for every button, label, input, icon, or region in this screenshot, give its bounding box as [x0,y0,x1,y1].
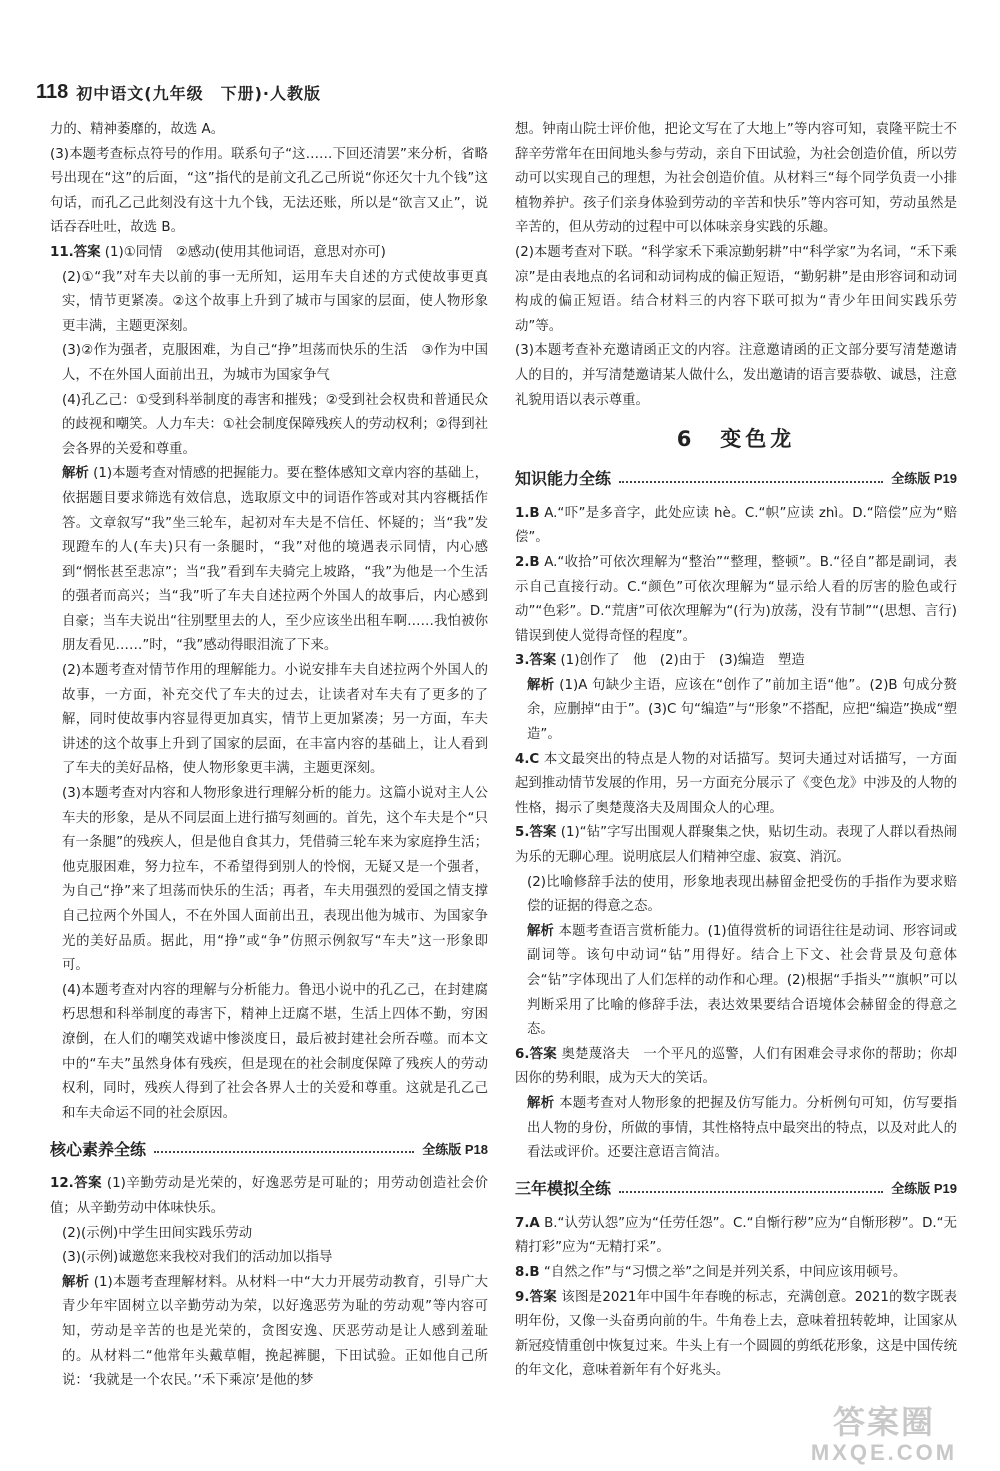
site-watermark [772,1402,996,1468]
question-3-answer [515,649,957,674]
question-3-analysis [515,674,957,748]
answer-line: (1)“钻”字写出围观人群聚集之快，贴切生动。表现了人群以看热闹为乐的无聊心理。说明底层人们精神空虚、寂寞、消沉。 [515,825,957,866]
analysis-label: 解析 [527,677,555,693]
text-paragraph: (3)本题考查标点符号的作用。联系句子“这……下回还清罢”来分析，省略号出现在“这”的后面，“这”指代的是前文孔乙己所说“你还欠十九个钱”这句话，而孔乙己此刻没有这十九个钱，无法还账，所以是“欲言又止”，说话吞吞吐吐，故选 B。 [50,146,488,236]
text-paragraph: (2)本题考查对下联。“科学家禾下乘凉勤躬耕”中“科学家”为名词，“禾下乘凉”是由表地点的名词和动词构成的偏正短语，“勤躬耕”是由形容词和动词构成的偏正短语。结合材料三的内容下联可拟为“青少年田间实践乐劳动”等。 [515,244,957,334]
question-text: 本文最突出的特点是人物的对话描写。契诃夫通过对话描写，一方面起到推动情节发展的作用，另一方面充分展示了《变色龙》中涉及的人物的性格，揭示了奥楚蔑洛夫及周围众人的心理。 [515,751,957,816]
answer-line: (3)(示例)诚邀您来我校对我们的活动加以指导 [62,1250,333,1266]
analysis-text: (2)本题考查对情节作用的理解能力。小说安排车夫自述拉两个外国人的故事，一方面，补充交代了车夫的过去，让读者对车夫有了更多的了解，同时使故事内容显得更加真实，情节上更加紧凑；另一方面，车夫讲述的这个故事上升到了国家的层面，在丰富内容的基础上，让人看到了车夫的美好品格，使人物形象更丰满，主题更深刻。 [62,663,488,777]
question-text: “自然之作”与“习惯之举”之间是并列关系，中间应该用顿号。 [543,1264,907,1280]
analysis-text: (3)本题考查对内容和人物形象进行理解分析的能力。这篇小说对主人公车夫的形象，是从不同层面上进行描写刻画的。首先，这个车夫是个“只有一条腿”的残疾人，但是他自食其力，凭借骑三轮车来为家庭挣生活；他克服困难，努力拉车，不希望得到别人的怜悯，无疑又是一个强者，为自己“挣”来了坦荡而快乐的生活；再者，车夫用强烈的爱国之情支撑自己拉两个外国人，不在外国人面前出丑，表现出他为城市、为国家争光的美好品质。据此，用“挣”或“争”仿照示例叙写“车夫”这一形象即可。 [62,786,488,974]
question-label: 11.答案 [50,244,101,260]
analysis-text: (4)本题考查对内容的理解与分析能力。鲁迅小说中的孔乙己，在封建腐朽思想和科举制度的毒害下，精神上迂腐不堪，生活上四体不勤，穷困潦倒，在人们的嘲笑戏谑中惨淡度日，最后被封建社会所吞噬。而本文中的“车夫”虽然身体有残疾，但是现在的社会制度保障了残疾人的劳动权利，同时，残疾人得到了社会各界人士的关爱和尊重。这就是孔乙己和车夫命运不同的社会原因。 [62,982,488,1121]
left-column [50,118,488,1394]
dotted-leader [619,1191,883,1193]
question-5-analysis [515,920,957,1043]
text-paragraph: 力的、精神萎靡的，故选 A。 [50,122,225,137]
analysis-text: 本题考查对人物形象的把握及仿写能力。分析例句可知，仿写要指出人物的身份，所做的事情，其性格特点中最突出的特点，以及对此人的看法或评价。还要注意语言简洁。 [527,1095,958,1161]
page-header [36,76,321,108]
question-label: 9.答案 [515,1289,557,1305]
analysis-label: 解析 [62,466,89,482]
answer-line: (2)(示例)中学生田间实践乐劳动 [62,1225,253,1241]
dotted-leader [154,1151,414,1153]
chapter-title: 6 变色龙 [676,427,796,452]
section-header-core [50,1132,488,1168]
section-page-ref: 全练版 P19 [891,1181,957,1197]
dotted-leader [619,481,883,483]
watermark-logo: 答案圈 [832,1403,935,1441]
question-item [515,748,957,822]
analysis-label: 解析 [527,1095,555,1111]
section-title: 知识能力全练 [515,469,612,489]
answer-line: (1)①同情 ②感动(使用其他词语，意思对亦可) [104,244,386,260]
question-11-answer [50,241,488,266]
question-6-answer [515,1043,957,1092]
question-item [515,1286,957,1384]
question-5-answer [515,821,957,870]
page-number: 118 [36,80,69,103]
section-page-ref: 全练版 P18 [422,1142,488,1158]
section-header-knowledge [515,462,957,498]
analysis-text: (1)本题考查对情感的把握能力。要在整体感知文章内容的基础上，依据题目要求筛选有效信息，选取原文中的词语作答或对其内容概括作答。文章叙写“我”坐三轮车，起初对车夫是不信任、怀疑的；当“我”发现蹬车的人(车夫)只有一条腿时，“我”对他的境遇表示同情，内心感到“惘怅甚至悲凉”；当“我”看到车夫骑完上坡路，“我”为他是一个生活的强者而高兴；当“我”听了车夫自述拉两个外国人的故事后，内心感到自豪；当车夫说出“往别墅里去的人，至少应该坐出租车啊……我怕被你朋友看见……”时，“我”感动得眼泪流了下来。 [62,466,489,654]
answer-line: (3)②作为强者，克服困难，为自己“挣”坦荡而快乐的生活 ③作为中国人，不在外国人面前出丑，为城市为国家争气 [62,343,488,383]
question-text: A.“收拾”可依次理解为“整治”“整理，整顿”。B.“径自”都是副词，表示自己直接行动。C.“颜色”可依次理解为“显示给人看的厉害的脸色或行动”“色彩”。D.“荒唐”可依次理解为“(行为)放荡，没有节制”“(思想、言行)错误到使人觉得奇怪的程度”。 [515,554,957,644]
analysis-text: 本题考查语言赏析能力。(1)值得赏析的词语往往是动词、形容词或副词等。该句中动词“钻”用得好。结合上下文、社会背景及句意体会“钻”字体现出了人们怎样的动作和心理。(2)根据“手指头”“旗帜”可以判断采用了比喻的修辞手法，表达效果要结合语境体会赫留金的得意之态。 [527,923,957,1038]
question-label: 7.A [515,1215,540,1231]
question-item [515,1261,957,1286]
question-label: 6.答案 [515,1046,557,1062]
answer-line: (1)创作了 他 (2)由于 (3)编造 塑造 [560,653,805,669]
question-12-answer [50,1172,488,1221]
question-text: B.“认劳认怨”应为“任劳任怨”。C.“自惭行秽”应为“自惭形秽”。D.“无精打彩”应为“无精打采”。 [515,1215,957,1256]
analysis-label: 解析 [62,1274,90,1290]
question-label: 4.C [515,751,540,767]
text-paragraph: (3)本题考查补充邀请函正文的内容。注意邀请函的正文部分要写清楚邀请人的目的，并写清楚邀请某人做什么，发出邀请的语言要恭敬、诚恳，注意礼貌用语以表示尊重。 [515,343,957,408]
section-title: 核心素养全练 [50,1140,147,1160]
question-text: 该图是2021年中国牛年春晚的标志，充满创意。2021的数字既表明年份，又像一头奋勇向前的牛。牛角卷上去，意味着扭转乾坤，让国家从新冠疫情重创中恢复过来。牛头上有一个圆圆的剪纸花形象，这是中国传统的年文化，意味着新年有个好兆头。 [515,1289,957,1379]
question-item [515,1212,957,1261]
section-header-three-year [515,1172,957,1208]
question-12-analysis [50,1271,488,1394]
question-label: 2.B [515,554,540,570]
question-11-analysis [50,462,488,659]
question-label: 8.B [515,1264,540,1280]
answer-line: 奥楚蔑洛夫 一个平凡的巡警，人们有困难会寻求你的帮助；你却因你的势利眼，成为天大的笑话。 [515,1046,958,1087]
analysis-text: (1)A 句缺少主语，应该在“创作了”前加主语“他”。(2)B 句成分赘余，应删掉“由于”。(3)C 句“编造”与“形象”不搭配，应把“编造”换成“塑造”。 [527,677,958,743]
text-paragraph: 想。钟南山院士评价他，把论文写在了大地上”等内容可知，袁隆平院士不辞辛劳常年在田间地头参与劳动，亲自下田试验，为社会创造价值，所以劳动可以实现自己的理想，为社会创造价值。从材料三“每个同学负责一小排植物养护。孩子们亲身体验到劳动的辛苦和快乐”等内容可知，劳动虽然是辛苦的，但从劳动的过程中可以体味亲身实践的乐趣。 [515,122,957,236]
question-item [515,551,957,649]
question-text: A.“吓”是多音字，此处应读 hè。C.“帜”应读 zhì。D.“陪偿”应为“赔偿”。 [515,505,957,546]
section-title: 三年模拟全练 [515,1179,612,1199]
book-title: 初中语文(九年级 下册)·人教版 [76,83,321,103]
analysis-label: 解析 [527,923,555,939]
question-label: 3.答案 [515,653,557,669]
section-page-ref: 全练版 P19 [891,471,957,487]
analysis-text: (1)本题考查理解材料。从材料一中“大力开展劳动教育，引导广大青少年牢固树立以辛勤劳动为荣，以好逸恶劳为耻的劳动观”等内容可知，劳动是辛苦的也是光荣的，贪图安逸、厌恶劳动是让人感到羞耻的。从材料二“他常年头戴草帽，挽起裤腿，下田试验。正如他自己所说：‘我就是一个农民。’‘禾下乘凉’是他的梦 [62,1274,488,1389]
question-label: 5.答案 [515,825,557,841]
answer-line: (2)比喻修辞手法的使用，形象地表现出赫留金把受伤的手指作为要求赔偿的证据的得意之态。 [527,874,957,915]
answer-line: (1)辛勤劳动是光荣的，好逸恶劳是可耻的；用劳动创造社会价值；从辛勤劳动中体味快乐。 [50,1176,488,1216]
question-label: 1.B [515,505,540,521]
right-column [515,118,957,1384]
question-label: 12.答案 [50,1176,103,1192]
watermark-url: MXQE.COM [810,1440,958,1465]
answer-line: (4)孔乙己：①受到科举制度的毒害和摧残；②受到社会权贵和普通民众的歧视和嘲笑。人力车夫：①社会制度保障残疾人的劳动权利；②得到社会各界的关爱和尊重。 [62,392,488,457]
question-6-analysis [515,1092,957,1166]
answer-line: (2)①“我”对车夫以前的事一无所知，运用车夫自述的方式使故事更真实，情节更紧凑。②这个故事上升到了城市与国家的层面，使人物形象更丰满，主题更深刻。 [62,269,488,334]
question-item [515,502,957,551]
